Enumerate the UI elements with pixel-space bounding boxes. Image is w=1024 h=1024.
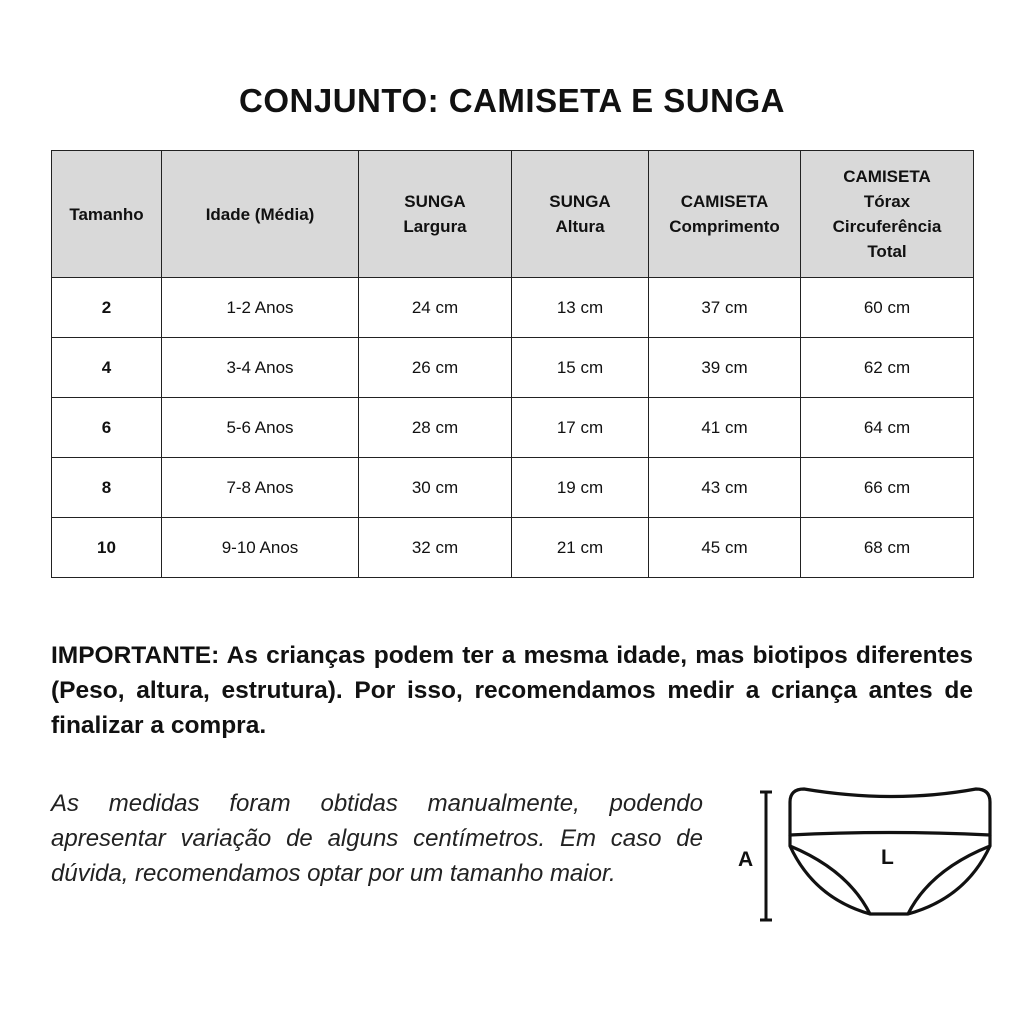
table-row	[52, 458, 974, 518]
size-cell: 8	[52, 458, 162, 518]
table-row	[52, 518, 974, 578]
header-line: Comprimento	[669, 217, 780, 236]
header-sunga-altura	[512, 151, 649, 278]
header-sunga-largura	[359, 151, 512, 278]
shirt-length-cell: 41 cm	[649, 398, 801, 458]
size-cell: 2	[52, 278, 162, 338]
sunga-height-cell: 17 cm	[512, 398, 649, 458]
header-line: Altura	[555, 217, 605, 236]
width-label: L	[881, 846, 894, 869]
size-cell: 4	[52, 338, 162, 398]
shirt-chest-cell: 60 cm	[801, 278, 974, 338]
shirt-chest-cell: 68 cm	[801, 518, 974, 578]
header-line: Tórax	[863, 192, 911, 211]
sunga-width-cell: 24 cm	[359, 278, 512, 338]
sunga-height-cell: 21 cm	[512, 518, 649, 578]
header-line: CAMISETA	[680, 192, 769, 211]
shirt-length-cell: 37 cm	[649, 278, 801, 338]
header-tamanho	[52, 151, 162, 278]
age-cell: 7-8 Anos	[162, 458, 359, 518]
header-line: SUNGA	[549, 192, 611, 211]
important-notice: IMPORTANTE: As crianças podem ter a mesma idade, mas biotipos diferentes (Peso, altura, estrutura). Por isso, recomendamos medir a criança antes de finalizar a compra.	[51, 642, 973, 739]
table-row	[52, 278, 974, 338]
left-leg-opening	[790, 846, 870, 914]
table-header-row	[52, 151, 974, 278]
age-cell: 5-6 Anos	[162, 398, 359, 458]
shirt-chest-cell: 64 cm	[801, 398, 974, 458]
page-title: CONJUNTO: CAMISETA E SUNGA	[239, 82, 785, 119]
waistband-outline	[790, 789, 990, 835]
header-idade	[162, 151, 359, 278]
size-cell: 6	[52, 398, 162, 458]
height-label: A	[738, 848, 754, 871]
sunga-width-cell: 32 cm	[359, 518, 512, 578]
sunga-width-cell: 30 cm	[359, 458, 512, 518]
age-cell: 3-4 Anos	[162, 338, 359, 398]
header-camiseta-comprimento	[649, 151, 801, 278]
shirt-chest-cell: 62 cm	[801, 338, 974, 398]
age-cell: 9-10 Anos	[162, 518, 359, 578]
measurement-note: As medidas foram obtidas manualmente, podendo apresentar variação de alguns centímetros. Em caso de dúvida, recomendamos optar por um tamanho maior.	[51, 790, 703, 887]
shirt-length-cell: 43 cm	[649, 458, 801, 518]
header-line: CAMISETA	[843, 167, 931, 186]
sunga-height-cell: 13 cm	[512, 278, 649, 338]
shirt-length-cell: 45 cm	[649, 518, 801, 578]
size-chart-table	[51, 150, 974, 578]
header-line: SUNGA	[404, 192, 466, 211]
header-camiseta-torax	[801, 151, 974, 278]
size-cell: 10	[52, 518, 162, 578]
shirt-length-cell: 39 cm	[649, 338, 801, 398]
header-line: Tamanho	[69, 204, 144, 224]
shirt-chest-cell: 66 cm	[801, 458, 974, 518]
sunga-height-cell: 19 cm	[512, 458, 649, 518]
sunga-width-cell: 28 cm	[359, 398, 512, 458]
table-row	[52, 338, 974, 398]
sunga-width-cell: 26 cm	[359, 338, 512, 398]
age-cell: 1-2 Anos	[162, 278, 359, 338]
header-line: Idade (Média)	[205, 204, 315, 224]
header-line: Total	[867, 242, 907, 261]
right-leg-opening	[908, 846, 990, 914]
sunga-height-cell: 15 cm	[512, 338, 649, 398]
table-row	[52, 398, 974, 458]
swim-brief-measurement-diagram-icon	[728, 780, 1008, 930]
header-line: Largura	[403, 217, 467, 236]
header-line: Circuferência	[832, 217, 942, 236]
